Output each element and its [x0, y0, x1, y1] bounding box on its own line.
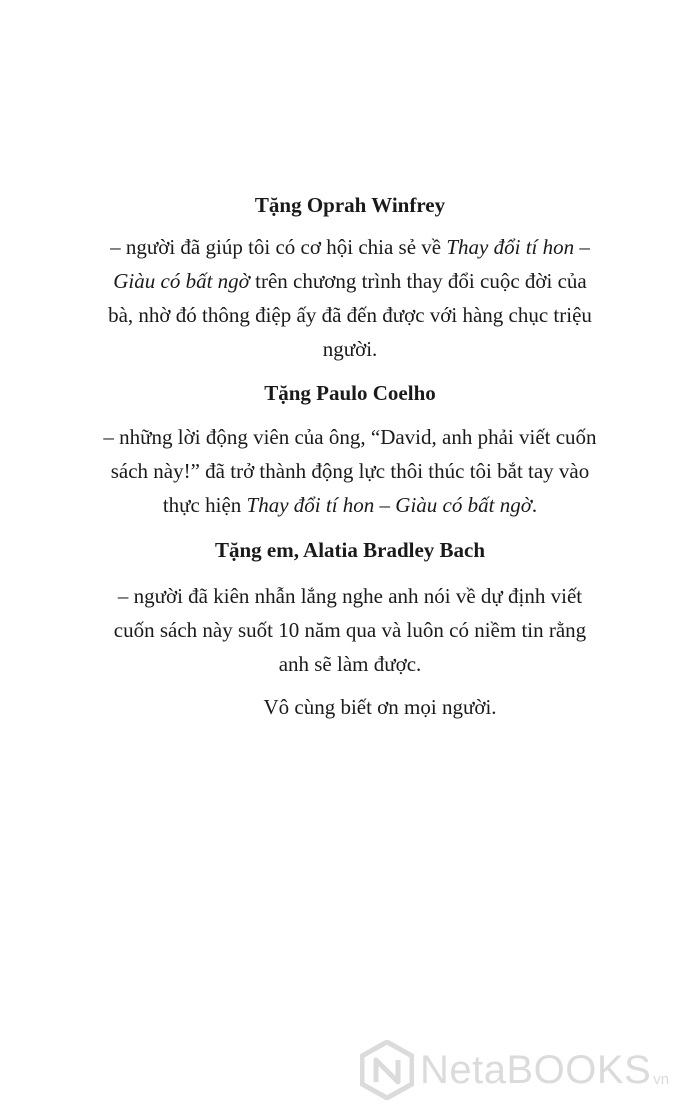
dedication-heading: Tặng Oprah Winfrey — [254, 193, 446, 217]
dedication-line: người. — [322, 337, 378, 361]
dedication-oprah — [70, 190, 630, 366]
dedication-line: bà, nhờ đó thông điệp ấy đã đến được với hàng chục triệu — [108, 303, 592, 327]
dedication-line: thực hiện Thay đổi tí hon – Giàu có bất ngờ. — [162, 493, 538, 517]
watermark — [360, 1040, 690, 1100]
dedication-line: cuốn sách này suốt 10 năm qua và luôn có niềm tin rằng — [113, 618, 587, 642]
dedication-line: – những lời động viên của ông, “David, anh phải viết cuốn — [103, 425, 597, 449]
dedication-alatia — [70, 535, 630, 681]
dedication-coelho — [70, 378, 630, 522]
watermark-brand: NetaBOOKS — [420, 1047, 652, 1092]
dedication-line: Giàu có bất ngờ trên chương trình thay đổi cuộc đời của — [113, 269, 587, 293]
dedication-heading: Tặng em, Alatia Bradley Bach — [214, 538, 486, 562]
dedication-line: anh sẽ làm được. — [278, 652, 422, 676]
watermark-suffix: vn — [653, 1071, 670, 1088]
dedication-heading: Tặng Paulo Coelho — [264, 381, 436, 405]
dedication-line: sách này!” đã trở thành động lực thôi thúc tôi bắt tay vào — [110, 459, 590, 483]
neta-logo-icon — [360, 1040, 414, 1100]
closing-line: Vô cùng biết ơn mọi người. — [263, 695, 497, 719]
dedication-line: – người đã kiên nhẫn lắng nghe anh nói về dự định viết — [117, 584, 583, 608]
dedication-line: – người đã giúp tôi có cơ hội chia sẻ về Thay đổi tí hon – — [110, 235, 590, 259]
